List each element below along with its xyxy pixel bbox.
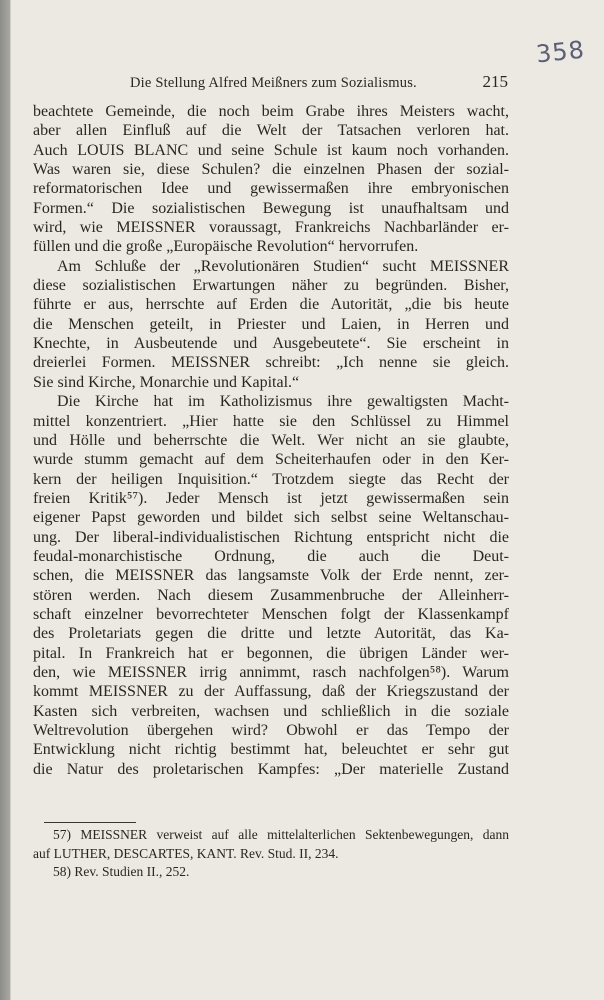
body-text xyxy=(33,102,509,779)
running-head-title: Die Stellung Alfred Meißners zum Sozialismus. xyxy=(130,75,417,91)
text-line: stören werden. Nach diesem Zusammenbruche der Alleinherr- xyxy=(33,586,509,604)
text-line: und Hölle und beherrschte die Welt. Wer nicht an sie glaubte, xyxy=(33,431,509,449)
text-line: kern der heiligen Inquisition.“ Trotzdem siegte das Recht der xyxy=(33,470,509,488)
text-line: freien Kritik⁵⁷). Jeder Mensch ist jetzt gewissermaßen sein xyxy=(33,489,509,507)
text-line: aber allen Einfluß auf die Welt der Tatsachen verloren hat. xyxy=(33,122,509,140)
text-line: die Menschen geteilt, in Priester und Laien, in Herren und xyxy=(33,315,509,333)
text-line: Die Kirche hat im Katholizismus ihre gewaltigsten Macht- xyxy=(57,393,509,411)
text-line: kommt MEISSNER zu der Auffassung, daß der Kriegszustand der xyxy=(33,683,509,701)
text-line: die Natur des proletarischen Kampfes: „Der materielle Zustand xyxy=(33,760,509,778)
page-number: 215 xyxy=(482,72,508,91)
text-line: mittel konzentriert. „Hier hatte sie den Schlüssel zu Himmel xyxy=(33,412,509,430)
text-line: Sie sind Kirche, Monarchie und Kapital.“ xyxy=(33,373,300,391)
text-line: beachtete Gemeinde, die noch beim Grabe ihres Meisters wacht, xyxy=(33,103,509,120)
footnote-rule xyxy=(44,822,136,823)
text-line: führte er aus, herrschte auf Erden die Autorität, „die bis heute xyxy=(33,296,509,314)
text-line: Formen.“ Die sozialistischen Bewegung ist unaufhaltsam und xyxy=(33,199,509,217)
text-line: Auch LOUIS BLANC und seine Schule ist kaum noch vorhanden. xyxy=(33,141,509,159)
text-line: Was waren sie, diese Schulen? die einzelnen Phasen der sozial- xyxy=(33,161,509,179)
text-line: ung. Der liberal-individualistischen Richtung entspricht nicht die xyxy=(33,528,509,546)
page-edge-shadow xyxy=(0,0,10,1000)
text-line: den, wie MEISSNER irrig annimmt, rasch nachfolgen⁵⁸). Warum xyxy=(33,663,509,681)
text-line: Kasten sich verbreiten, wachsen und schließlich in die soziale xyxy=(33,702,509,720)
text-line: Am Schluße der „Revolutionären Studien“ sucht MEISSNER xyxy=(57,257,509,275)
text-line: füllen und die große „Europäische Revolution“ hervorrufen. xyxy=(33,238,419,256)
book-page xyxy=(10,0,604,1000)
text-line: diese sozialistischen Erwartungen näher zu begründen. Bisher, xyxy=(33,277,509,295)
text-line: eigener Papst geworden und bildet sich selbst seine Weltanschau- xyxy=(33,509,509,527)
footnote-57-continued: auf LUTHER, DESCARTES, KANT. Rev. Stud. II, 234. xyxy=(33,845,339,861)
text-line: Entwicklung nicht richtig bestimmt hat, beleuchtet er sehr gut xyxy=(33,741,509,759)
text-line: des Proletariats gegen die dritte und letzte Autorität, das Ka- xyxy=(33,625,509,643)
text-line: dreierlei Formen. MEISSNER schreibt: „Ich nenne sie gleich. xyxy=(33,354,509,372)
text-line: wurde stumm gemacht auf dem Scheiterhaufen oder in den Ker- xyxy=(33,451,509,469)
text-line: wird, wie MEISSNER voraussagt, Frankreichs Nachbarländer er- xyxy=(33,219,509,237)
footnote-58: 58) Rev. Studien II., 252. xyxy=(53,864,190,879)
text-line: schen, die MEISSNER das langsamste Volk der Erde nennt, zer- xyxy=(33,567,509,585)
text-line: pital. In Frankreich hat er begonnen, die übrigen Länder wer- xyxy=(33,644,509,662)
footnotes xyxy=(33,826,509,882)
handwritten-folio-number: 358 xyxy=(534,35,587,69)
footnote-57: 57) MEISSNER verweist auf alle mittelalterlichen Sektenbewegungen, dann xyxy=(53,827,509,842)
running-head xyxy=(34,72,508,94)
text-line: feudal-monarchistische Ordnung, die auch die Deut- xyxy=(33,547,509,565)
text-line: schaft einzelner bevorrechteter Menschen folgt der Klassenkampf xyxy=(33,605,509,623)
text-line: reformatorischen Idee und gewissermaßen ihre embryonischen xyxy=(33,180,509,198)
text-line: Weltrevolution übergehen wird? Obwohl er das Tempo der xyxy=(33,722,509,739)
text-line: Knechte, in Ausbeutende und Ausgebeutete“. Sie erscheint in xyxy=(33,335,509,353)
